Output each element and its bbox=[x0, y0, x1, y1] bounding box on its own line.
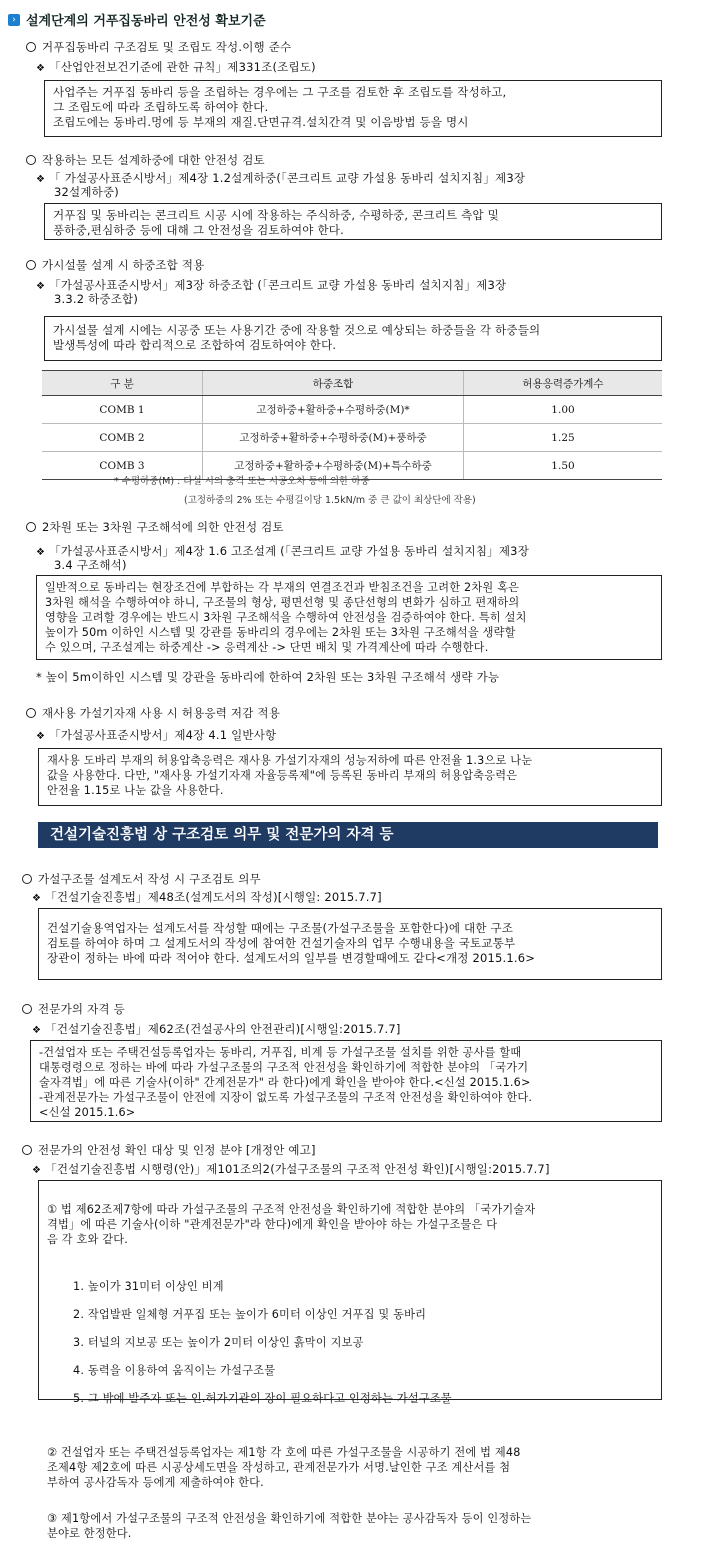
arrow-icon: › bbox=[8, 14, 20, 26]
table-cell: 1.25 bbox=[464, 424, 663, 452]
section-heading: 2차원 또는 3차원 구조해석에 의한 안전성 검토 bbox=[26, 520, 284, 534]
section-heading: 거푸집동바리 구조검토 및 조립도 작성.이행 준수 bbox=[26, 40, 291, 54]
circle-bullet-icon bbox=[26, 155, 36, 165]
table-header: 구 분 bbox=[42, 371, 203, 396]
list-item: 1. 높이가 31미터 이상인 비계 bbox=[73, 1280, 224, 1293]
section-heading: 전문가의 안전성 확인 대상 및 인정 분야 [개정안 예고] bbox=[22, 1143, 316, 1157]
list-item: 4. 동력을 이용하여 움직이는 가설구조물 bbox=[73, 1364, 276, 1377]
list-item: 3. 터널의 지보공 또는 높이가 2미터 이상인 흙막이 지보공 bbox=[73, 1336, 364, 1349]
section-reference: ❖ 「산업안전보건기준에 관한 규칙」제331조(조립도) bbox=[36, 60, 316, 74]
diamond-bullet-icon: ❖ bbox=[32, 893, 42, 904]
circle-bullet-icon bbox=[26, 708, 36, 718]
table-note: (고정하중의 2% 또는 수평길이당 1.5kN/m 중 큰 값이 최상단에 작용) bbox=[184, 495, 476, 506]
section-reference-cont: 3.4 구조해석) bbox=[54, 558, 127, 572]
section-reference: ❖ 「건설기술진흥법」제48조(설계도서의 작성)[시행일: 2015.7.7] bbox=[32, 890, 382, 904]
table-cell: 1.00 bbox=[464, 396, 663, 424]
table-header: 허용응력증가계수 bbox=[464, 371, 663, 396]
table-cell: 1.50 bbox=[464, 452, 663, 480]
section-reference: ❖ 「 가설공사표준시방서」제4장 1.2설계하중(「콘크리트 교량 가설용 동바리 설치지침」제3장 bbox=[36, 171, 526, 185]
content-box: 가시설물 설계 시에는 시공중 또는 사용기간 중에 작용할 것으로 예상되는 하중들을 각 하중들의 발생특성에 따라 합리적으로 조합하여 검토하여야 한다. bbox=[44, 316, 662, 361]
table-note: * 수평하중(M) : 타설 시의 충격 또는 시공오차 등에 의한 하중 bbox=[114, 476, 370, 487]
table-cell: 고정하중+활하중+수평하중(M)* bbox=[203, 396, 464, 424]
section-note: * 높이 5m이하인 시스템 및 강관을 동바리에 한하여 2차원 또는 3차원 구조해석 생략 가능 bbox=[36, 670, 500, 684]
diamond-bullet-icon: ❖ bbox=[36, 63, 46, 74]
table-cell: COMB 2 bbox=[42, 424, 203, 452]
section-heading: 전문가의 자격 등 bbox=[22, 1002, 125, 1016]
content-box: 일반적으로 동바리는 현장조건에 부합하는 각 부재의 연결조건과 받침조건을 고려한 2차원 혹은 3차원 해석을 수행하여야 하니, 구조물의 형상, 평면선형 및 종단선형의 변화가 심하고 편재하의 영향을 고려할 경우에는 반드시 3차원 구조해석을 수행하여 안전성을 검증하여야 한다. 특히 설치 높이가 50m 이하인 시스템 및 강관를 동바리의 경우에는 2차원 또는 3차원 구조해석을 생략할 수 있으며, 구조설계는 하중계산 -> 응력계산 -> 단면 배치 및 가격계산에 따라 수행한다. bbox=[36, 575, 662, 660]
clause-2: ② 건설업자 또는 주택건설등록업자는 제1항 각 호에 따른 가설구조물을 시공하기 전에 법 제48 조제4항 제2호에 따른 시공상세도면을 작성하고, 관계전문가가 서명.날인한 구조 계산서를 첨 부하여 공사감독자 등에게 제출하여야 한다. bbox=[47, 1446, 521, 1489]
content-box: 거푸집 및 동바리는 콘크리트 시공 시에 작용하는 주식하중, 수평하중, 콘크리트 측압 및 풍하중,편심하중 등에 대해 그 안전성을 검토하여야 한다. bbox=[44, 203, 662, 240]
content-box: -건설업자 또는 주택건설등록업자는 동바리, 거푸집, 비계 등 가설구조물 설치를 위한 공사를 할때 대통령령으로 정하는 바에 따라 가설구조물의 구조적 안전성을 확인하기에 적합한 분야의 「국가기 술자격법」에 따른 기술사(이하" 간계전문가" 라 한다)에게 확인을 받아야 한다.<신설 2015.1.6> -관계전문가는 가설구조물이 안전에 지장이 없도록 가설구조물의 구조적 안전성을 확인하여야 한다. <신설 2015.1.6> bbox=[30, 1040, 662, 1122]
table-cell: 고정하중+활하중+수평하중(M)+풍하중 bbox=[203, 424, 464, 452]
clause-1: ① 법 제62조제7항에 따라 가설구조물의 구조적 안전성을 확인하기에 적합한 분야의 「국가기술자 격법」에 따른 기술사(이하 "관계전문가"라 한다)에게 확인을 받아야 하는 가설구조물은 다 음 각 호와 같다. bbox=[47, 1203, 536, 1246]
diamond-bullet-icon: ❖ bbox=[32, 1165, 42, 1176]
diamond-bullet-icon: ❖ bbox=[36, 174, 46, 185]
circle-bullet-icon bbox=[22, 1145, 32, 1155]
diamond-bullet-icon: ❖ bbox=[32, 1025, 42, 1036]
load-combination-table bbox=[42, 370, 662, 480]
clause-1-list bbox=[73, 1266, 653, 1420]
circle-bullet-icon bbox=[26, 42, 36, 52]
table-cell: COMB 3 bbox=[42, 452, 203, 480]
section-heading: 가시설물 설계 시 하중조합 적용 bbox=[26, 258, 204, 272]
table-cell: COMB 1 bbox=[42, 396, 203, 424]
section-reference-cont: 32설계하중) bbox=[54, 185, 119, 199]
table-header-row bbox=[42, 371, 662, 396]
section-reference: ❖ 「건설기술진흥법」제62조(건설공사의 안전관리)[시행일:2015.7.7] bbox=[32, 1022, 401, 1036]
diamond-bullet-icon: ❖ bbox=[36, 281, 46, 292]
section-reference: ❖ 「가설공사표준시방서」제4장 4.1 일반사항 bbox=[36, 728, 277, 742]
circle-bullet-icon bbox=[22, 1004, 32, 1014]
section-heading: 가설구조물 설계도서 작성 시 구조검토 의무 bbox=[22, 872, 261, 886]
clause-3: ③ 제1항에서 가설구조물의 구조적 안전성을 확인하기에 적합한 분야는 공사감독자 등이 인정하는 분야로 한정한다. bbox=[47, 1512, 532, 1540]
section-banner: 건설기술진흥법 상 구조검토 의무 및 전문가의 자격 등 bbox=[38, 822, 658, 848]
table-header: 하중조합 bbox=[203, 371, 464, 396]
section-reference: ❖ 「가설공사표준시방서」제3장 하중조합 (「콘크리트 교량 가설용 동바리 설치지침」제3장 bbox=[36, 278, 507, 292]
diamond-bullet-icon: ❖ bbox=[36, 731, 46, 742]
section-reference-cont: 3.3.2 하중조합) bbox=[54, 292, 139, 306]
section-reference: ❖ 「가설공사표준시방서」제4장 1.6 고조설계 (「콘크리트 교량 가설용 동바리 설치지침」제3장 bbox=[36, 544, 530, 558]
table-row bbox=[42, 424, 662, 452]
circle-bullet-icon bbox=[26, 522, 36, 532]
list-item: 2. 작업발판 일체형 거푸집 또는 높이가 6미터 이상인 거푸집 및 동바리 bbox=[73, 1308, 427, 1321]
list-item: 5. 그 밖에 발주자 또는 인.허가기관의 장이 필요하다고 인정하는 가설구조물 bbox=[73, 1392, 452, 1405]
section-reference: ❖ 「건설기술진흥법 시행령(안)」제101조의2(가설구조물의 구조적 안전성 확인)[시행일:2015.7.7] bbox=[32, 1162, 550, 1176]
page-title: › 설계단계의 거푸집동바리 안전성 확보기준 bbox=[8, 10, 266, 29]
circle-bullet-icon bbox=[22, 874, 32, 884]
content-box: 건설기술용역업자는 설계도서를 작성할 때에는 구조물(가설구조물을 포함한다)에 대한 구조 검토를 하여야 하며 그 설계도서의 작성에 참여한 건설기술자의 업무 수행내용을 국토교통부 장관이 정하는 바에 따라 적어야 한다. 설계도서의 일부를 변경할때에도 같다<개정 2015.1.6> bbox=[38, 908, 662, 980]
content-box bbox=[38, 1180, 662, 1540]
diamond-bullet-icon: ❖ bbox=[36, 547, 46, 558]
section-heading: 재사용 가설기자재 사용 시 허용응력 저감 적용 bbox=[26, 706, 280, 720]
section-heading: 작용하는 모든 설계하중에 대한 안전성 검토 bbox=[26, 153, 265, 167]
table-row bbox=[42, 396, 662, 424]
content-box: 사업주는 거푸집 동바리 등을 조립하는 경우에는 그 구조를 검토한 후 조립도를 작성하고, 그 조립도에 따라 조립하도록 하여야 한다. 조립도에는 동바리.멍에 등 부재의 재질.단면규격.설치간격 및 이음방법 등을 명시 bbox=[44, 80, 662, 137]
content-box: 재사용 도바리 부재의 허용압축응력은 재사용 가설기자재의 성능저하에 따른 안전율 1.3으로 나눈 값을 사용한다. 다만, "재사용 가설기자재 자율등록제"에 등록된 동바리 부재의 허용압축응력은 안전율 1.15로 나눈 값을 사용한다. bbox=[38, 748, 662, 806]
circle-bullet-icon bbox=[26, 260, 36, 270]
table-cell: 고정하중+활하중+수평하중(M)+특수하중 bbox=[203, 452, 464, 480]
